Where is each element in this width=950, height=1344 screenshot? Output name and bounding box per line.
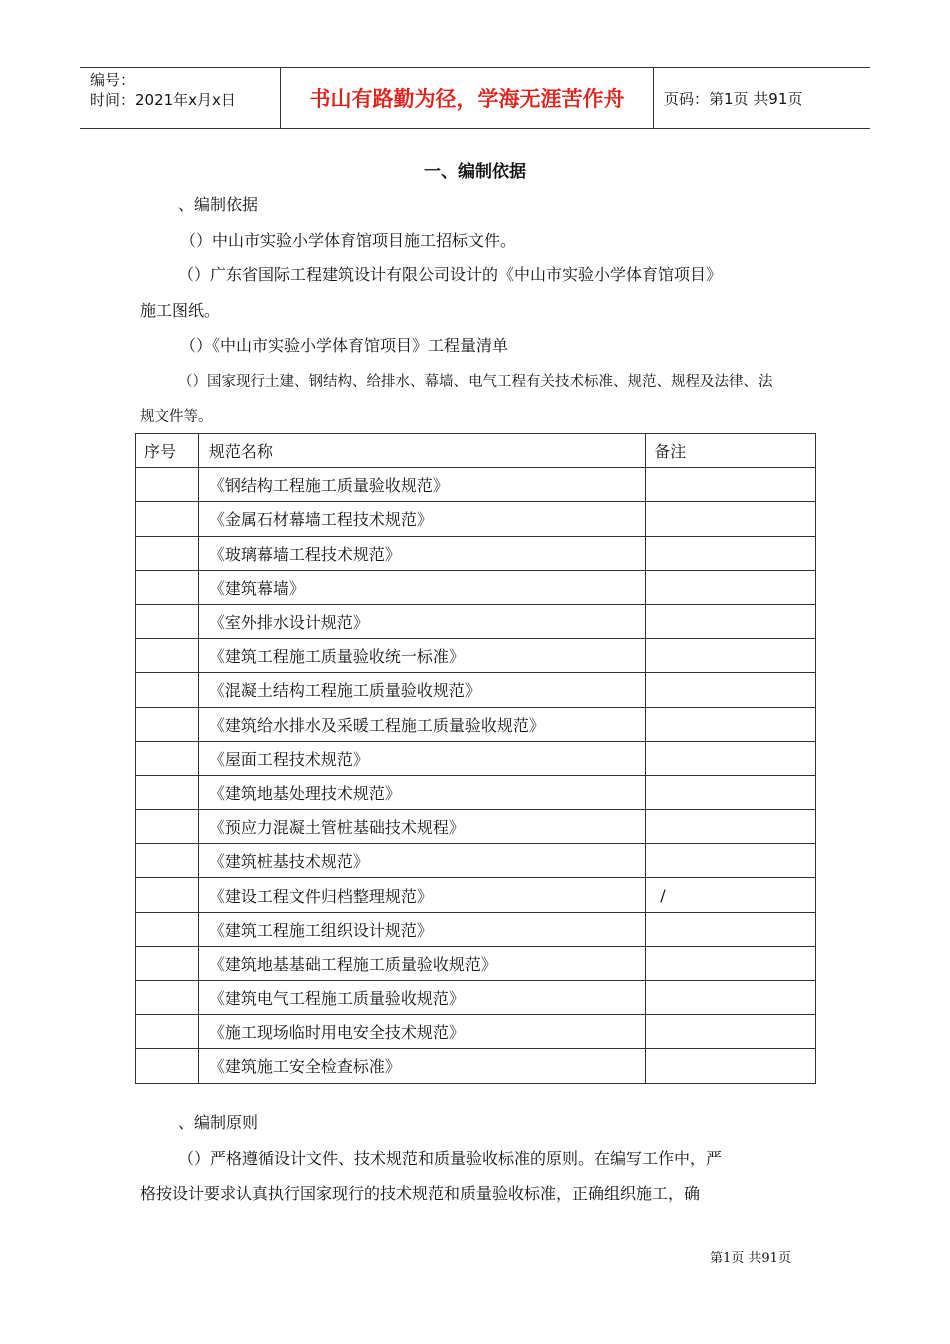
cell-remark — [646, 844, 816, 878]
header-cell-remark: 备注 — [646, 434, 816, 468]
cell-name: 《建筑施工安全检查标准》 — [198, 1049, 645, 1083]
table-row — [136, 604, 816, 638]
page-footer: 第1页 共91页 — [710, 1251, 791, 1266]
cell-no — [136, 468, 199, 502]
cell-name: 《屋面工程技术规范》 — [198, 741, 645, 775]
cell-no — [136, 810, 199, 844]
cell-no — [136, 878, 199, 912]
cell-remark — [646, 604, 816, 638]
cell-no — [136, 502, 199, 536]
cell-no — [136, 673, 199, 707]
cell-name: 《建筑地基处理技术规范》 — [198, 775, 645, 809]
table-row — [136, 1049, 816, 1083]
cell-no — [136, 536, 199, 570]
table-row — [136, 570, 816, 604]
paragraph-item-2: （）广东省国际工程建筑设计有限公司设计的《中山市实验小学体育馆项目》 — [178, 265, 723, 284]
table-row — [136, 468, 816, 502]
cell-remark — [646, 570, 816, 604]
cell-no — [136, 1049, 199, 1083]
cell-no — [136, 604, 199, 638]
cell-name: 《钢结构工程施工质量验收规范》 — [198, 468, 645, 502]
principle-line-2: 格按设计要求认真执行国家现行的技术规范和质量验收标准，正确组织施工，确 — [140, 1184, 701, 1203]
paragraph-item-4-cont: 规文件等。 — [140, 409, 213, 425]
table-row — [136, 639, 816, 673]
table-row — [136, 707, 816, 741]
paragraph-item-4: （）国家现行土建、钢结构、给排水、幕墙、电气工程有关技术标准、规范、规程及法律、法 — [178, 374, 773, 390]
cell-remark — [646, 639, 816, 673]
cell-remark — [646, 673, 816, 707]
cell-remark — [646, 1015, 816, 1049]
table-row — [136, 810, 816, 844]
cell-name: 《建筑工程施工组织设计规范》 — [198, 912, 645, 946]
section-heading-basis: 、编制依据 — [178, 195, 259, 214]
cell-no — [136, 844, 199, 878]
header-cell-no: 序号 — [136, 434, 199, 468]
cell-name: 《建筑给水排水及采暖工程施工质量验收规范》 — [198, 707, 645, 741]
table-row — [136, 912, 816, 946]
header-meta — [80, 68, 281, 128]
cell-remark — [646, 741, 816, 775]
cell-no — [136, 570, 199, 604]
paragraph-item-1: （）中山市实验小学体育馆项目施工招标文件。 — [180, 231, 517, 250]
cell-remark — [646, 1049, 816, 1083]
standards-table — [135, 433, 816, 1084]
cell-no — [136, 946, 199, 980]
cell-name: 《建筑电气工程施工质量验收规范》 — [198, 981, 645, 1015]
header-motto: 书山有路勤为径，学海无涯苦作舟 — [281, 68, 654, 128]
cell-remark — [646, 707, 816, 741]
cell-name: 《玻璃幕墙工程技术规范》 — [198, 536, 645, 570]
cell-name: 《施工现场临时用电安全技术规范》 — [198, 1015, 645, 1049]
cell-no — [136, 707, 199, 741]
cell-name: 《建筑地基基础工程施工质量验收规范》 — [198, 946, 645, 980]
document-time-label: 时间：2021年x月x日 — [90, 91, 236, 109]
table-row — [136, 502, 816, 536]
document-number-label: 编号： — [90, 71, 136, 89]
cell-remark — [646, 981, 816, 1015]
cell-no — [136, 1015, 199, 1049]
table-row — [136, 844, 816, 878]
cell-no — [136, 981, 199, 1015]
cell-remark — [646, 502, 816, 536]
header-cell-name: 规范名称 — [198, 434, 645, 468]
cell-remark — [646, 536, 816, 570]
cell-no — [136, 741, 199, 775]
cell-remark — [646, 912, 816, 946]
cell-name: 《混凝土结构工程施工质量验收规范》 — [198, 673, 645, 707]
cell-no — [136, 912, 199, 946]
cell-name: 《金属石材幕墙工程技术规范》 — [198, 502, 645, 536]
page-header — [80, 67, 870, 129]
cell-name: 《室外排水设计规范》 — [198, 604, 645, 638]
header-page-info: 页码：第1页 共91页 — [664, 89, 803, 108]
page-title: 一、编制依据 — [424, 162, 526, 182]
table-row — [136, 741, 816, 775]
table-row — [136, 981, 816, 1015]
table-row — [136, 775, 816, 809]
cell-name: 《预应力混凝土管桩基础技术规程》 — [198, 810, 645, 844]
paragraph-item-3: （）《中山市实验小学体育馆项目》工程量清单 — [180, 336, 509, 355]
table-row — [136, 946, 816, 980]
table-header-row — [136, 434, 816, 468]
cell-remark: / — [646, 878, 816, 912]
cell-name: 《建设工程文件归档整理规范》 — [198, 878, 645, 912]
table-row — [136, 1015, 816, 1049]
cell-name: 《建筑桩基技术规范》 — [198, 844, 645, 878]
cell-remark — [646, 946, 816, 980]
cell-no — [136, 775, 199, 809]
table-row — [136, 673, 816, 707]
principle-line-1: （）严格遵循设计文件、技术规范和质量验收标准的原则。在编写工作中，严 — [178, 1149, 723, 1168]
table-row — [136, 536, 816, 570]
section-heading-principles: 、编制原则 — [178, 1113, 259, 1132]
cell-remark — [646, 775, 816, 809]
cell-remark — [646, 810, 816, 844]
cell-no — [136, 639, 199, 673]
paragraph-item-2-cont: 施工图纸。 — [140, 301, 221, 320]
table-row — [136, 878, 816, 912]
cell-remark — [646, 468, 816, 502]
cell-name: 《建筑幕墙》 — [198, 570, 645, 604]
cell-name: 《建筑工程施工质量验收统一标准》 — [198, 639, 645, 673]
